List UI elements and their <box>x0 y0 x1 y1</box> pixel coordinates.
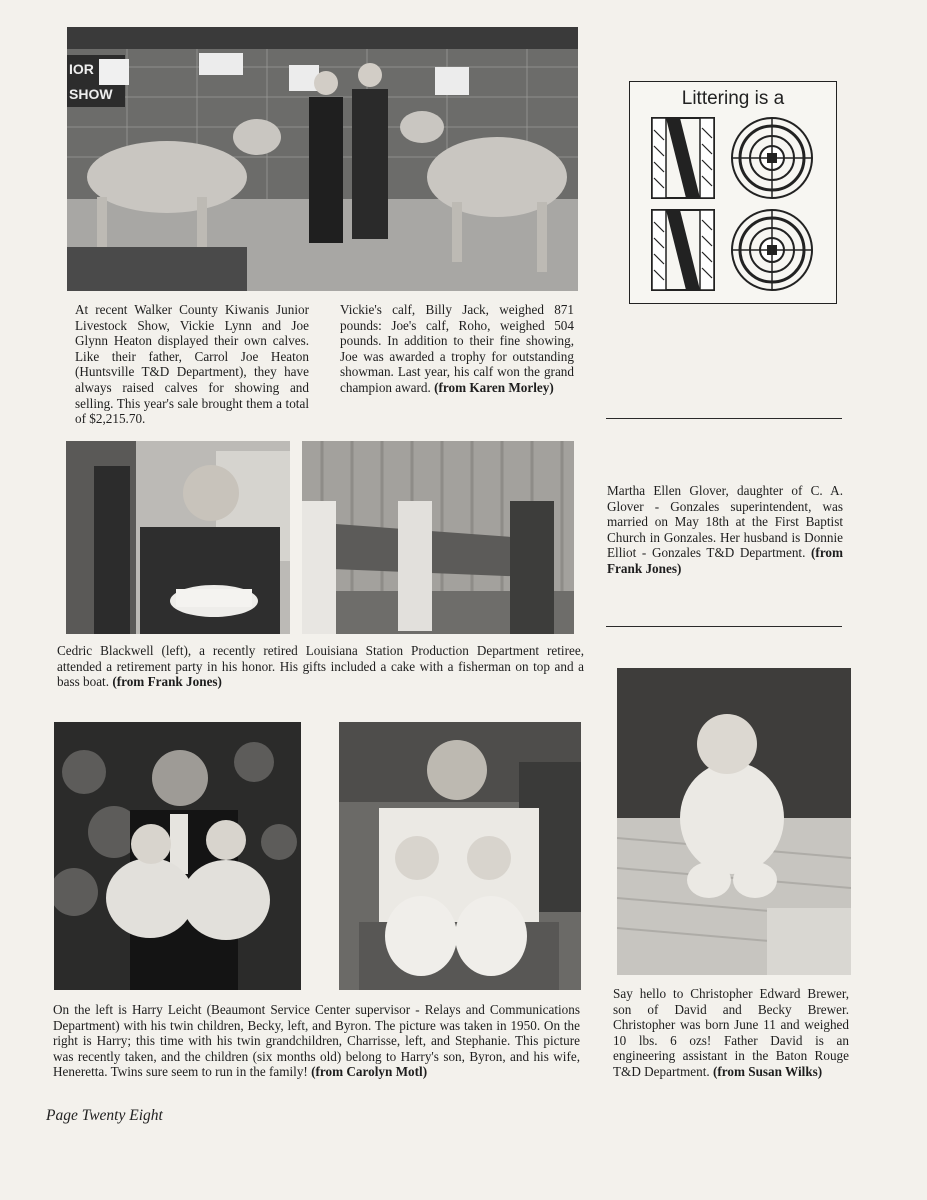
littering-no-no-graphic <box>629 81 837 304</box>
divider-rule-top <box>606 418 842 419</box>
livestock-caption-left-text: At recent Walker County Kiwanis Junior Livestock Show, Vickie Lynn and Joe Glynn Heaton displayed their own calves. Like their father, Carrol Joe Heaton (Huntsville T&D Department), they have always raised calves for showing and selling. This year's sale brought them a total of $2,215.70. <box>75 302 309 427</box>
livestock-credit: (from Karen Morley) <box>434 379 554 395</box>
svg-text:IOR: IOR <box>69 61 94 77</box>
divider-rule-middle <box>606 626 842 627</box>
littering-title: Littering is a <box>681 88 785 109</box>
twins-grandchildren-photo <box>339 722 581 990</box>
baby-caption-text: Say hello to Christopher Edward Brewer, son of David and Becky Brewer. Christopher was born June 11 and weighed 10 lbs. 6 ozs! Father David is an engineering assistant in the Baton Rouge T&D Department. <box>613 986 849 1079</box>
wedding-caption-text: Martha Ellen Glover, daughter of C. A. Glover - Gonzales superintendent, was married on May 18th at the First Baptist Church in Gonzales. Her husband is Donnie Elliot - Gonzales T&D Department. <box>607 483 843 561</box>
retirement-credit: (from Frank Jones) <box>112 674 222 690</box>
livestock-caption-right <box>340 302 574 396</box>
bass-boat-photo <box>302 441 574 634</box>
livestock-caption-right-text: Vickie's calf, Billy Jack, weighed 871 pounds: Joe's calf, Roho, weighed 504 pounds. In addition to their fine showing, Joe was awarded a trophy for outstanding showman. Last year, his calf won the grand champion award. <box>340 302 574 395</box>
wedding-credit: (from Frank Jones) <box>607 545 844 576</box>
twins-credit: (from Carolyn Motl) <box>311 1064 428 1080</box>
retirement-caption-text: Cedric Blackwell (left), a recently retired Louisiana Station Production Department retiree, attended a retirement party in his honor. His gifts included a cake with a fisherman on top and a bass boat. <box>57 643 584 690</box>
svg-text:SHOW: SHOW <box>69 86 113 102</box>
twins-caption-text: On the left is Harry Leicht (Beaumont Service Center supervisor - Relays and Communications Department) with his twin children, Becky, left, and Byron. The picture was taken in 1950. On the right is Harry; this time with his twin grandchildren, Charrisse, left, and Stephanie. This picture was recently taken, and the children (six months old) belong to Harry's son, Byron, and his wife, Heneretta. Twins sure seem to run in the family! <box>53 1002 580 1080</box>
wedding-caption <box>607 483 843 577</box>
livestock-show-photo <box>67 27 578 291</box>
retirement-cake-photo <box>66 441 290 634</box>
twins-caption <box>53 1002 580 1080</box>
baby-caption <box>613 986 849 1080</box>
baby-christopher-photo <box>617 668 851 975</box>
page-number: Page Twenty Eight <box>46 1107 163 1124</box>
twins-1950-photo <box>54 722 301 990</box>
no-no-lettering-icon <box>648 114 818 292</box>
baby-credit: (from Susan Wilks) <box>712 1063 823 1079</box>
livestock-caption-left <box>75 302 309 427</box>
retirement-caption <box>57 643 584 690</box>
